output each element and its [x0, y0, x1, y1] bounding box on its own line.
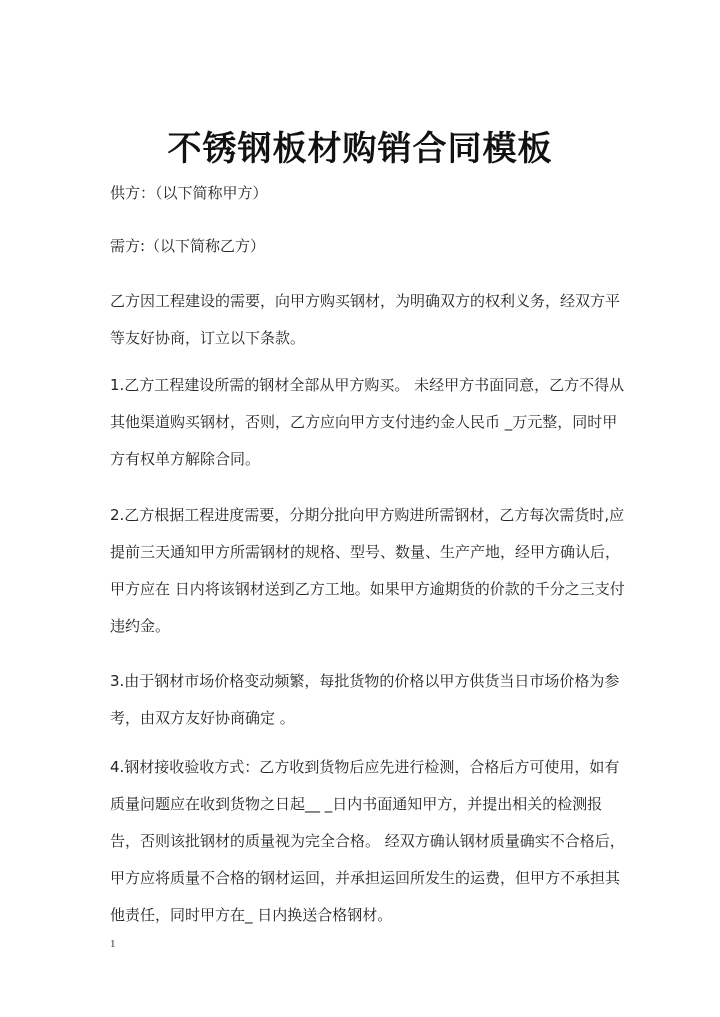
text-line: 他责任，同时甲方在_ 日内换送合格钢材。 — [110, 906, 393, 924]
text-line: 考，由双方友好协商确定 。 — [110, 709, 295, 727]
text-line: 告，否则该批钢材的质量视为完全合格。 经双方确认钢材质量确实不合格后， — [110, 832, 625, 850]
paragraph-buyer — [110, 228, 616, 265]
paragraph-preamble — [110, 283, 621, 357]
text-line: 4.钢材接收验收方式：乙方收到货物后应先进行检测，合格后方可使用，如有 — [110, 758, 620, 776]
text-line: 甲方应在 日内将该钢材送到乙方工地。如果甲方逾期货的价款的千分之三支付 — [110, 580, 625, 598]
text-line: 需方:（以下简称乙方） — [110, 237, 266, 255]
paragraph-clause-4 — [110, 749, 625, 934]
document-title: 不锈钢板材购销合同模板 — [167, 128, 553, 169]
text-line: 乙方因工程建设的需要，向甲方购买钢材，为明确双方的权利义务，经双方平 — [110, 292, 621, 310]
text-line: 3.由于钢材市场价格变动频繁，每批货物的价格以甲方供货当日市场价格为参 — [110, 672, 620, 690]
page-number: 1 — [110, 938, 116, 950]
text-line: 甲方应将质量不合格的钢材运回，并承担运回所发生的运费，但甲方不承担其 — [110, 869, 621, 887]
text-line: 1.乙方工程建设所需的钢材全部从甲方购买。 未经甲方书面同意，乙方不得从 — [110, 376, 625, 394]
text-line: 质量问题应在收到货物之日起__ _日内书面通知甲方，并提出相关的检测报 — [110, 795, 603, 813]
paragraph-clause-2 — [110, 497, 625, 645]
text-line: 其他渠道购买钢材，否则，乙方应向甲方支付违约金人民币 _万元整，同时甲 — [110, 413, 618, 431]
paragraph-clause-3 — [110, 663, 620, 737]
text-line: 2.乙方根据工程进度需要，分期分批向甲方购进所需钢材，乙方每次需货时,应 — [110, 506, 625, 524]
text-line: 方有权单方解除合同。 — [110, 450, 261, 468]
text-line: 供方：（以下简称甲方） — [110, 184, 268, 202]
text-line: 等友好协商，订立以下条款。 — [110, 329, 306, 347]
text-line: 提前三天通知甲方所需钢材的规格、型号、数量、生产产地，经甲方确认后， — [110, 543, 621, 561]
paragraph-supplier — [110, 175, 616, 212]
text-line: 违约金。 — [110, 617, 171, 635]
paragraph-clause-1 — [110, 367, 625, 478]
